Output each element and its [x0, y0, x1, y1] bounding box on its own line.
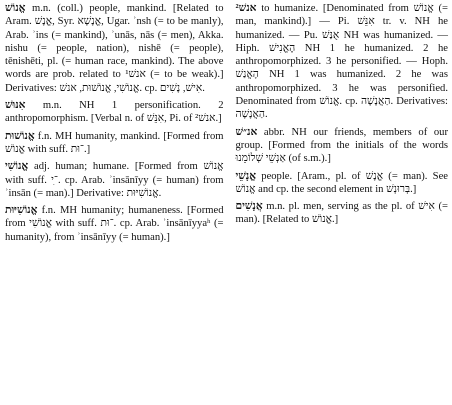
dictionary-entry [5, 160, 224, 200]
entry-headword: אֲנָשִׁים [235, 201, 263, 213]
dictionary-entry [236, 2, 449, 122]
dictionary-entry [5, 130, 224, 157]
entry-headword: אִנּוּשׁ [5, 100, 26, 112]
right-column [236, 2, 449, 405]
dictionary-entry [5, 204, 224, 244]
entry-text: m.n. (coll.) people, mankind. [Related to Aram. אֱנָשׁ, Syr. אֱנָשָׁא, Ugar. ʾnsh (= to be manly), Arab. ʾins (= mankind), ʾunās, nās (= men), Akka. nishu (= people, nation), nishē (= people), tēnishēti, pl. (= human race, mankind). The above words are prob. related to אנשׁ¹ (= to be weak).] Derivatives: אֱנוֹשִׁי, אֱנוֹשׁוּת, אנשׁ. cp. אִישׁ, נָשִׁים. [5, 3, 224, 94]
dictionary-entry [5, 99, 224, 126]
entry-text: people. [Aram., pl. of אֱנָשׁ (= man). See אֱנוֹשׁ and cp. the second element in בְּרוּנְשׁ.] [235, 170, 448, 195]
entry-headword: אֱנוֹשִׁי [5, 161, 29, 173]
entry-headword: אֱנָשֵׁי [235, 170, 257, 182]
entry-text: adj. human; humane. [Formed from אֱנוֹשׁ with suff. ־ִי. cp. Arab. ʾinsānīyy (= human) from ʾinsān (= man).] Derivative: אֱנוֹשִׁיּוּת. [5, 161, 224, 199]
dictionary-entry [5, 2, 224, 95]
entry-text: m.n. pl. men, serving as the pl. of אִישׁ (= man). [Related to אֱנוֹשׁ.] [235, 201, 448, 226]
entry-headword: אנשׁ² [235, 3, 257, 14]
entry-headword: אֱנוֹשׁ [5, 3, 26, 14]
dictionary-entry [236, 170, 449, 197]
dictionary-entry [236, 200, 449, 227]
entry-text: f.n. MH humanity; humaneness. [Formed from אֱנוֹשִׁי with suff. ־וּת. cp. Arab. ʾinsānīyyaʰ (= humanity), from ʾinsānīyy (= human).] [5, 205, 224, 243]
entry-headword: אֱנוֹשׁוּת [5, 130, 35, 142]
entry-headword: אֱנוֹשִׁיּוּת [5, 205, 38, 217]
entry-text: abbr. NH our friends, members of our group. [Formed from the initials of the words אַנְשֵׁי שְׁלוֹמֵנוּ (of s.m.).] [235, 126, 448, 165]
entry-text: f.n. MH humanity, mankind. [Formed from אֱנוֹשׁ with suff. ־וּת.] [5, 130, 224, 155]
left-column [5, 2, 224, 405]
entry-text: to humanize. [Denominated from אֱנוֹשׁ (= man, mankind).] — Pi. אִנֵּשׁ tr. v. NH he humanized. — Pu. אֻנַּשׁ NH was humanized. — Hiph. הֶאֱנִישׁ NH 1 he humanized. 2 he anthropomorphized. 3 he personified. — Hoph. הָאֳנַשׁ NH 1 was humanized. 2 he was anthropomorphized. 3 he was personified. Denominated from אֱנוֹשׁ. cp. הַאֲנָשָׁה. Derivatives: הַאֲנָשָׁה. [235, 3, 449, 121]
entry-headword: אנ״שׁ [235, 126, 258, 138]
dictionary-entry [236, 126, 449, 166]
entry-text: m.n. NH 1 personification. 2 anthropomorphism. [Verbal n. of אִנֵּשׁ, Pi. of אנשׁ².] [5, 100, 224, 125]
